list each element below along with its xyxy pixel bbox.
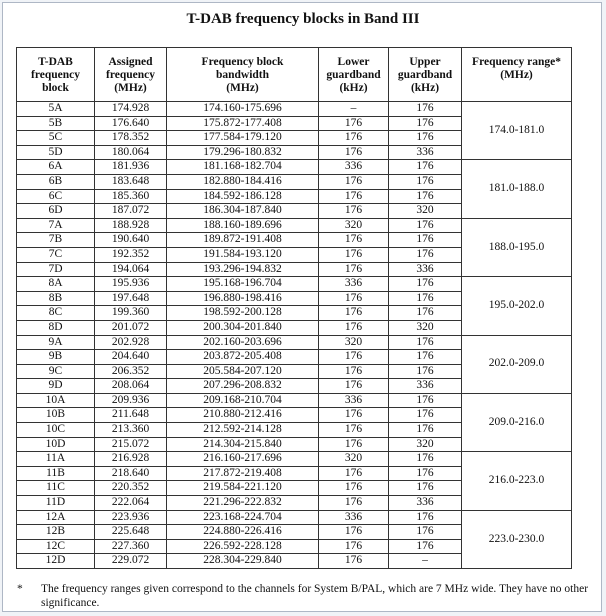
cell-lower-guardband: 336 — [319, 393, 389, 408]
cell-block: 11D — [17, 496, 95, 511]
header-block-line: T-DAB — [38, 56, 73, 68]
cell-assigned-frequency: 188.928 — [95, 218, 167, 233]
header-bandwidth-line: (MHz) — [226, 82, 259, 94]
table-row — [17, 335, 572, 350]
header-range-line: Frequency range* — [472, 56, 561, 68]
footnote-text: The frequency ranges given correspond to the channels for System B/PAL, which are 7 MHz wide. They have no other significance. — [41, 583, 589, 609]
header-lower-line: (kHz) — [339, 82, 368, 94]
cell-block: 7C — [17, 247, 95, 262]
cell-lower-guardband: 176 — [319, 481, 389, 496]
cell-assigned-frequency: 223.936 — [95, 510, 167, 525]
cell-bandwidth: 205.584-207.120 — [167, 364, 319, 379]
cell-upper-guardband: 176 — [389, 423, 462, 438]
cell-assigned-frequency: 187.072 — [95, 204, 167, 219]
cell-block: 7D — [17, 262, 95, 277]
cell-assigned-frequency: 213.360 — [95, 423, 167, 438]
cell-upper-guardband: 176 — [389, 174, 462, 189]
cell-upper-guardband: 176 — [389, 291, 462, 306]
header-lower — [319, 48, 389, 102]
cell-bandwidth: 210.880-212.416 — [167, 408, 319, 423]
cell-bandwidth: 226.592-228.128 — [167, 539, 319, 554]
cell-block: 8D — [17, 320, 95, 335]
cell-upper-guardband: 176 — [389, 160, 462, 175]
cell-assigned-frequency: 204.640 — [95, 350, 167, 365]
cell-lower-guardband: 176 — [319, 350, 389, 365]
cell-block: 11B — [17, 466, 95, 481]
cell-bandwidth: 212.592-214.128 — [167, 423, 319, 438]
frequency-table — [16, 47, 572, 569]
cell-frequency-range: 202.0-209.0 — [462, 335, 572, 393]
cell-upper-guardband: 176 — [389, 131, 462, 146]
header-upper-line: (kHz) — [410, 82, 440, 94]
cell-upper-guardband: 320 — [389, 320, 462, 335]
cell-lower-guardband: 176 — [319, 262, 389, 277]
cell-upper-guardband: 176 — [389, 218, 462, 233]
cell-upper-guardband: 176 — [389, 247, 462, 262]
header-assigned-line: frequency — [106, 69, 155, 81]
cell-frequency-range: 181.0-188.0 — [462, 160, 572, 218]
cell-upper-guardband: 336 — [389, 379, 462, 394]
header-assigned-line: Assigned — [108, 56, 153, 68]
cell-lower-guardband: 336 — [319, 277, 389, 292]
cell-assigned-frequency: 199.360 — [95, 306, 167, 321]
header-block-line: block — [42, 82, 69, 94]
cell-assigned-frequency: 178.352 — [95, 131, 167, 146]
cell-assigned-frequency: 174.928 — [95, 102, 167, 117]
cell-upper-guardband: 336 — [389, 262, 462, 277]
cell-upper-guardband: 176 — [389, 481, 462, 496]
cell-lower-guardband: – — [319, 102, 389, 117]
header-upper-line: Upper — [409, 56, 441, 68]
cell-block: 12D — [17, 554, 95, 569]
cell-upper-guardband: 176 — [389, 306, 462, 321]
cell-block: 11C — [17, 481, 95, 496]
cell-frequency-range: 174.0-181.0 — [462, 102, 572, 160]
header-block-line: frequency — [31, 69, 80, 81]
cell-lower-guardband: 176 — [319, 233, 389, 248]
header-bandwidth-line: bandwidth — [215, 69, 270, 81]
cell-bandwidth: 198.592-200.128 — [167, 306, 319, 321]
table-row — [17, 510, 572, 525]
cell-bandwidth: 179.296-180.832 — [167, 145, 319, 160]
table-title: T-DAB frequency blocks in Band III — [186, 11, 420, 27]
table-row — [17, 102, 572, 117]
cell-assigned-frequency: 220.352 — [95, 481, 167, 496]
cell-block: 11A — [17, 452, 95, 467]
header-lower-line: Lower — [337, 56, 370, 68]
cell-lower-guardband: 176 — [319, 145, 389, 160]
cell-lower-guardband: 176 — [319, 174, 389, 189]
cell-bandwidth: 221.296-222.832 — [167, 496, 319, 511]
cell-upper-guardband: 320 — [389, 437, 462, 452]
cell-assigned-frequency: 197.648 — [95, 291, 167, 306]
cell-bandwidth: 188.160-189.696 — [167, 218, 319, 233]
cell-block: 9B — [17, 350, 95, 365]
header-bandwidth — [167, 48, 319, 102]
cell-block: 6A — [17, 160, 95, 175]
cell-assigned-frequency: 185.360 — [95, 189, 167, 204]
cell-lower-guardband: 176 — [319, 204, 389, 219]
header-assigned-line: (MHz) — [114, 82, 147, 94]
cell-assigned-frequency: 216.928 — [95, 452, 167, 467]
cell-bandwidth: 200.304-201.840 — [167, 320, 319, 335]
cell-bandwidth: 195.168-196.704 — [167, 277, 319, 292]
cell-block: 7A — [17, 218, 95, 233]
cell-assigned-frequency: 218.640 — [95, 466, 167, 481]
cell-assigned-frequency: 201.072 — [95, 320, 167, 335]
cell-lower-guardband: 320 — [319, 335, 389, 350]
cell-bandwidth: 191.584-193.120 — [167, 247, 319, 262]
cell-upper-guardband: 176 — [389, 525, 462, 540]
cell-assigned-frequency: 229.072 — [95, 554, 167, 569]
cell-lower-guardband: 176 — [319, 247, 389, 262]
header-range — [462, 48, 572, 102]
cell-block: 10D — [17, 437, 95, 452]
cell-lower-guardband: 176 — [319, 496, 389, 511]
footnote-mark: * — [17, 583, 23, 595]
header-lower-line: guardband — [326, 69, 381, 81]
cell-upper-guardband: 320 — [389, 204, 462, 219]
cell-block: 6C — [17, 189, 95, 204]
cell-lower-guardband: 176 — [319, 320, 389, 335]
cell-assigned-frequency: 206.352 — [95, 364, 167, 379]
cell-lower-guardband: 176 — [319, 466, 389, 481]
cell-lower-guardband: 176 — [319, 437, 389, 452]
cell-upper-guardband: 336 — [389, 496, 462, 511]
cell-bandwidth: 189.872-191.408 — [167, 233, 319, 248]
cell-upper-guardband: 176 — [389, 350, 462, 365]
cell-upper-guardband: 176 — [389, 452, 462, 467]
cell-assigned-frequency: 225.648 — [95, 525, 167, 540]
cell-frequency-range: 195.0-202.0 — [462, 277, 572, 335]
cell-lower-guardband: 176 — [319, 379, 389, 394]
footnote — [17, 582, 591, 610]
cell-block: 5D — [17, 145, 95, 160]
cell-lower-guardband: 336 — [319, 160, 389, 175]
cell-upper-guardband: 176 — [389, 364, 462, 379]
cell-assigned-frequency: 227.360 — [95, 539, 167, 554]
header-upper — [389, 48, 462, 102]
cell-bandwidth: 217.872-219.408 — [167, 466, 319, 481]
table-body — [17, 102, 572, 569]
cell-upper-guardband: 176 — [389, 102, 462, 117]
cell-assigned-frequency: 176.640 — [95, 116, 167, 131]
cell-upper-guardband: 176 — [389, 233, 462, 248]
cell-bandwidth: 223.168-224.704 — [167, 510, 319, 525]
cell-block: 6B — [17, 174, 95, 189]
table-row — [17, 452, 572, 467]
cell-assigned-frequency: 209.936 — [95, 393, 167, 408]
cell-lower-guardband: 176 — [319, 189, 389, 204]
cell-bandwidth: 228.304-229.840 — [167, 554, 319, 569]
cell-upper-guardband: 176 — [389, 116, 462, 131]
cell-block: 9C — [17, 364, 95, 379]
cell-upper-guardband: 176 — [389, 408, 462, 423]
header-row — [17, 48, 572, 102]
cell-bandwidth: 219.584-221.120 — [167, 481, 319, 496]
cell-assigned-frequency: 190.640 — [95, 233, 167, 248]
cell-upper-guardband: 176 — [389, 335, 462, 350]
cell-assigned-frequency: 195.936 — [95, 277, 167, 292]
cell-frequency-range: 209.0-216.0 — [462, 393, 572, 451]
cell-assigned-frequency: 181.936 — [95, 160, 167, 175]
cell-bandwidth: 186.304-187.840 — [167, 204, 319, 219]
cell-assigned-frequency: 222.064 — [95, 496, 167, 511]
table-row — [17, 393, 572, 408]
cell-lower-guardband: 176 — [319, 131, 389, 146]
cell-bandwidth: 182.880-184.416 — [167, 174, 319, 189]
cell-assigned-frequency: 183.648 — [95, 174, 167, 189]
cell-block: 7B — [17, 233, 95, 248]
cell-bandwidth: 184.592-186.128 — [167, 189, 319, 204]
header-upper-line: guardband — [397, 69, 453, 81]
header-range-line: (MHz) — [500, 69, 533, 81]
cell-block: 8B — [17, 291, 95, 306]
cell-lower-guardband: 336 — [319, 510, 389, 525]
cell-upper-guardband: 336 — [389, 145, 462, 160]
cell-lower-guardband: 176 — [319, 554, 389, 569]
header-block — [17, 48, 95, 102]
cell-bandwidth: 207.296-208.832 — [167, 379, 319, 394]
cell-bandwidth: 174.160-175.696 — [167, 102, 319, 117]
header-bandwidth-line: Frequency block — [201, 56, 284, 68]
cell-lower-guardband: 320 — [319, 452, 389, 467]
cell-bandwidth: 203.872-205.408 — [167, 350, 319, 365]
cell-assigned-frequency: 208.064 — [95, 379, 167, 394]
cell-assigned-frequency: 192.352 — [95, 247, 167, 262]
cell-bandwidth: 216.160-217.696 — [167, 452, 319, 467]
cell-assigned-frequency: 211.648 — [95, 408, 167, 423]
cell-assigned-frequency: 202.928 — [95, 335, 167, 350]
cell-bandwidth: 214.304-215.840 — [167, 437, 319, 452]
cell-block: 6D — [17, 204, 95, 219]
cell-block: 5B — [17, 116, 95, 131]
cell-bandwidth: 175.872-177.408 — [167, 116, 319, 131]
cell-lower-guardband: 176 — [319, 116, 389, 131]
cell-bandwidth: 181.168-182.704 — [167, 160, 319, 175]
cell-bandwidth: 209.168-210.704 — [167, 393, 319, 408]
cell-upper-guardband: 176 — [389, 393, 462, 408]
cell-bandwidth: 177.584-179.120 — [167, 131, 319, 146]
cell-block: 8C — [17, 306, 95, 321]
cell-assigned-frequency: 180.064 — [95, 145, 167, 160]
cell-upper-guardband: 176 — [389, 466, 462, 481]
cell-bandwidth: 224.880-226.416 — [167, 525, 319, 540]
cell-lower-guardband: 320 — [319, 218, 389, 233]
cell-upper-guardband: 176 — [389, 539, 462, 554]
cell-bandwidth: 202.160-203.696 — [167, 335, 319, 350]
cell-block: 12C — [17, 539, 95, 554]
cell-lower-guardband: 176 — [319, 291, 389, 306]
cell-block: 10C — [17, 423, 95, 438]
cell-block: 9D — [17, 379, 95, 394]
cell-frequency-range: 188.0-195.0 — [462, 218, 572, 276]
cell-assigned-frequency: 215.072 — [95, 437, 167, 452]
cell-frequency-range: 223.0-230.0 — [462, 510, 572, 568]
table-row — [17, 218, 572, 233]
cell-block: 5C — [17, 131, 95, 146]
cell-block: 10A — [17, 393, 95, 408]
header-assigned — [95, 48, 167, 102]
cell-block: 8A — [17, 277, 95, 292]
cell-lower-guardband: 176 — [319, 408, 389, 423]
cell-lower-guardband: 176 — [319, 423, 389, 438]
cell-block: 9A — [17, 335, 95, 350]
cell-lower-guardband: 176 — [319, 306, 389, 321]
cell-assigned-frequency: 194.064 — [95, 262, 167, 277]
cell-upper-guardband: 176 — [389, 277, 462, 292]
table-row — [17, 277, 572, 292]
cell-upper-guardband: – — [389, 554, 462, 569]
cell-lower-guardband: 176 — [319, 539, 389, 554]
cell-frequency-range: 216.0-223.0 — [462, 452, 572, 510]
cell-block: 12B — [17, 525, 95, 540]
cell-block: 10B — [17, 408, 95, 423]
cell-block: 5A — [17, 102, 95, 117]
cell-lower-guardband: 176 — [319, 525, 389, 540]
cell-lower-guardband: 176 — [319, 364, 389, 379]
table-row — [17, 160, 572, 175]
document-frame — [2, 2, 602, 612]
cell-upper-guardband: 176 — [389, 510, 462, 525]
cell-block: 12A — [17, 510, 95, 525]
cell-bandwidth: 193.296-194.832 — [167, 262, 319, 277]
cell-upper-guardband: 176 — [389, 189, 462, 204]
cell-bandwidth: 196.880-198.416 — [167, 291, 319, 306]
